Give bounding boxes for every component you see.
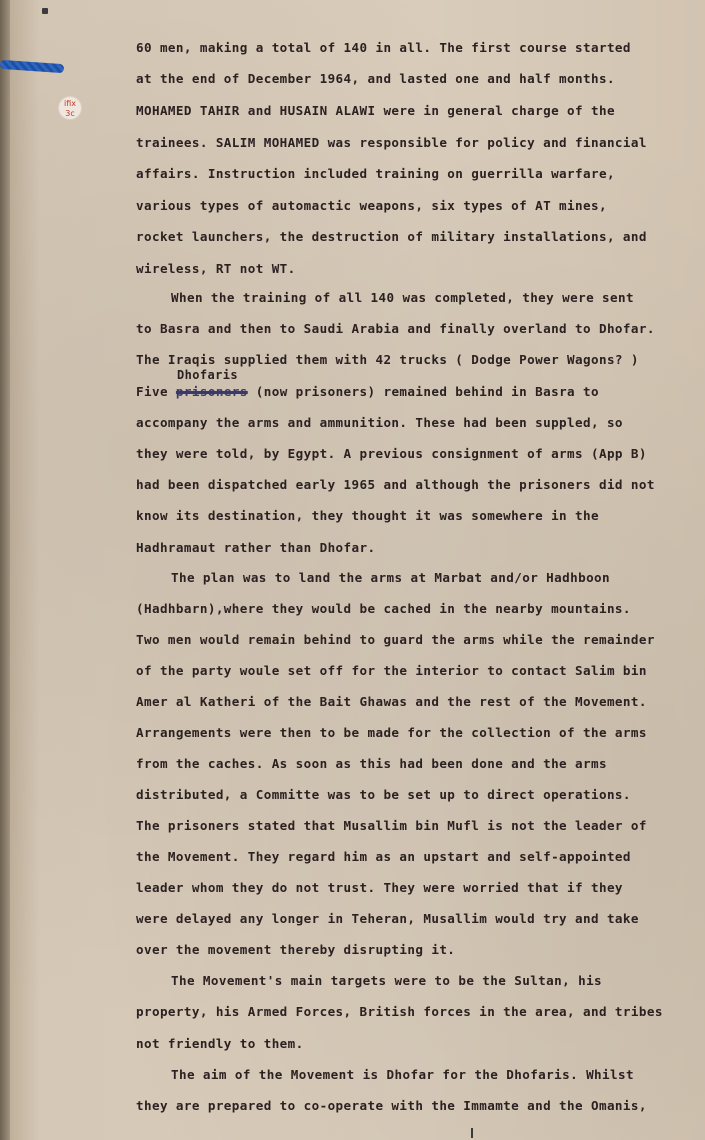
stamp-text: ifix 3c: [64, 99, 76, 118]
text-line: to Basra and then to Saudi Arabia and finally overland to Dhofar.: [136, 321, 655, 336]
text-line: trainees. SALIM MOHAMED was responsible for policy and financial: [136, 135, 647, 150]
text-line: over the movement thereby disrupting it.: [136, 942, 456, 957]
handwritten-insertion: Dhofaris: [177, 368, 238, 382]
text-line: (Hadhbarn),where they would be cached in the nearby mountains.: [136, 601, 631, 616]
text-line: wireless, RT not WT.: [136, 261, 296, 276]
text-line: 60 men, making a total of 140 in all. The first course started: [136, 40, 631, 55]
struck-word: prisoners: [175, 384, 248, 399]
text-line: rocket launchers, the destruction of military installations, and: [136, 229, 647, 244]
text-line: Amer al Katheri of the Bait Ghawas and the rest of the Movement.: [136, 694, 647, 709]
text-line-with-correction: [136, 384, 599, 399]
text-line: they are prepared to co-operate with the Immamte and the Omanis,: [136, 1098, 647, 1113]
text-line: had been dispatched early 1965 and although the prisoners did not: [136, 477, 655, 492]
text-line: leader whom they do not trust. They were worried that if they: [136, 880, 623, 895]
text-line: accompany the arms and ammunition. These had been suppled, so: [136, 415, 623, 430]
text-line: various types of automactic weapons, six types of AT mines,: [136, 198, 607, 213]
text-line: Two men would remain behind to guard the arms while the remainder: [136, 632, 655, 647]
text-line: When the training of all 140 was completed, they were sent: [171, 290, 634, 305]
text-line: The plan was to land the arms at Marbat and/or Hadhboon: [171, 570, 611, 585]
text-line: The Movement's main targets were to be the Sultan, his: [171, 973, 603, 988]
text-line: they were told, by Egypt. A previous consignment of arms (App B): [136, 446, 647, 461]
text-line: know its destination, they thought it was somewhere in the: [136, 508, 599, 523]
line-remainder: (now prisoners) remained behind in Basra to: [255, 384, 599, 399]
five-prefix: Five: [136, 384, 168, 399]
text-line: The aim of the Movement is Dhofar for the Dhofaris. Whilst: [171, 1067, 634, 1082]
text-line: property, his Armed Forces, British forces in the area, and tribes: [136, 1004, 663, 1019]
text-line: the Movement. They regard him as an upstart and self-appointed: [136, 849, 631, 864]
page-edge-mark: [471, 1128, 473, 1138]
text-line: of the party woule set off for the interior to contact Salim bin: [136, 663, 647, 678]
text-line: Hadhramaut rather than Dhofar.: [136, 540, 376, 555]
text-line: were delayed any longer in Teheran, Musallim would try and take: [136, 911, 639, 926]
text-line: The Iraqis supplied them with 42 trucks ( Dodge Power Wagons? ): [136, 352, 639, 367]
text-line: Arrangements were then to be made for the collection of the arms: [136, 725, 647, 740]
text-line: from the caches. As soon as this had been done and the arms: [136, 756, 607, 771]
text-line: affairs. Instruction included training on guerrilla warfare,: [136, 166, 615, 181]
text-line: distributed, a Committe was to be set up to direct operations.: [136, 787, 631, 802]
text-line: MOHAMED TAHIR and HUSAIN ALAWI were in general charge of the: [136, 103, 615, 118]
text-line: not friendly to them.: [136, 1036, 304, 1051]
text-line: The prisoners stated that Musallim bin Mufl is not the leader of: [136, 818, 647, 833]
text-line: at the end of December 1964, and lasted one and half months.: [136, 71, 615, 86]
